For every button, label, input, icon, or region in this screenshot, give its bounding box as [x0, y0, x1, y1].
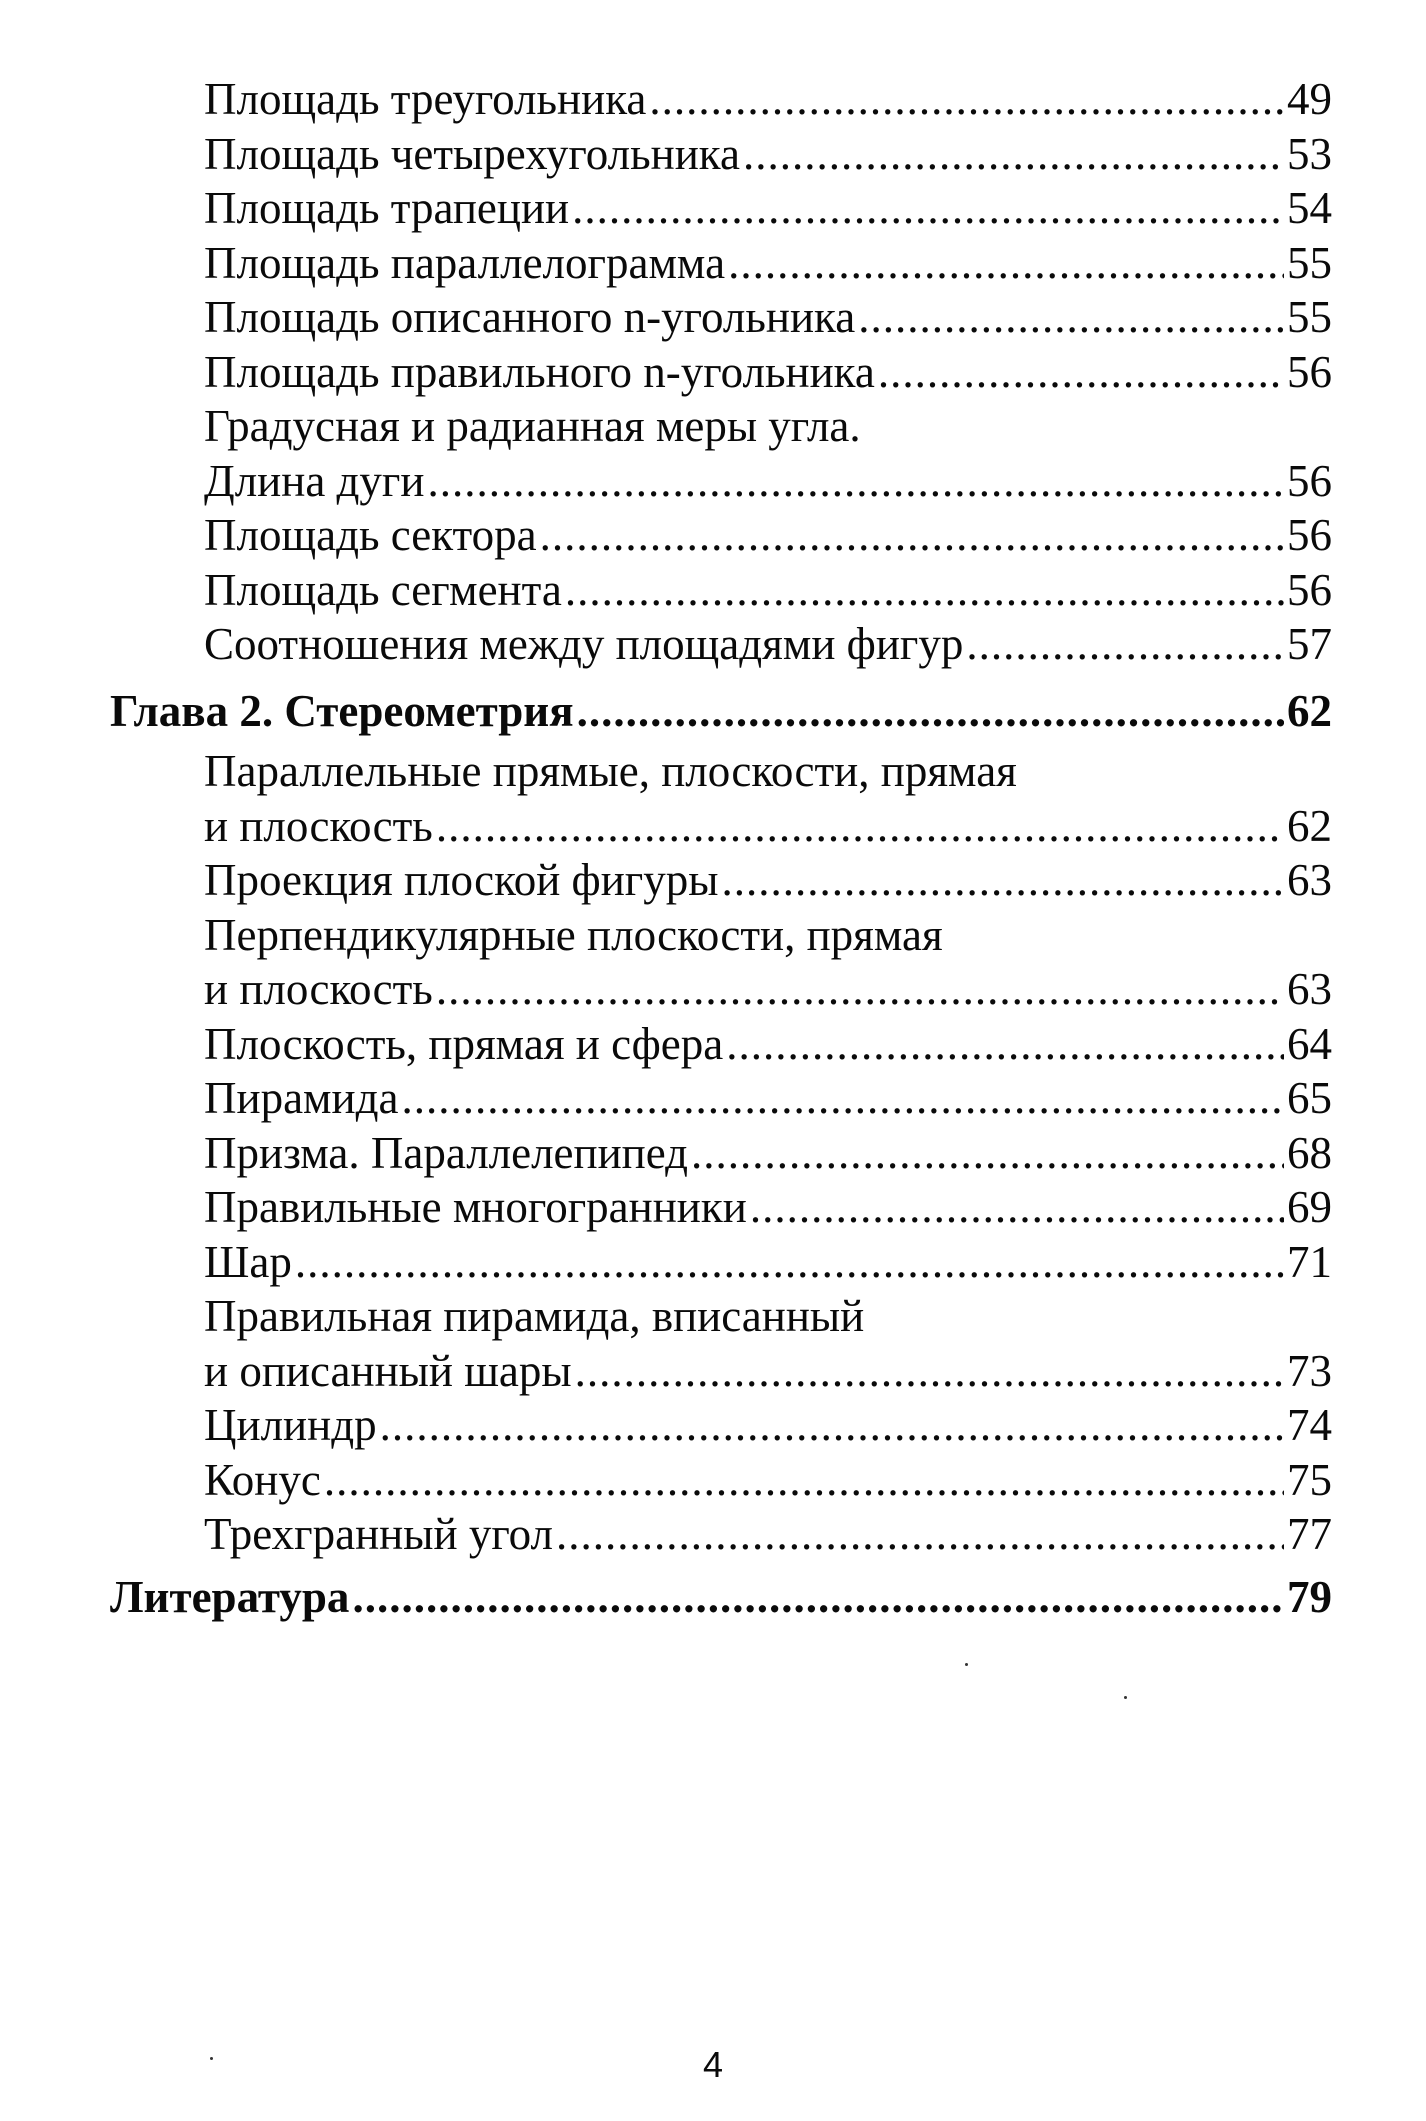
toc-literature-page: 79: [1287, 1571, 1332, 1622]
toc-literature-title: Литература: [110, 1571, 350, 1622]
toc-entry[interactable]: [110, 1235, 1332, 1290]
toc-chapter[interactable]: [110, 684, 1332, 739]
toc-entry-title: Площадь четырехугольника: [204, 128, 740, 179]
page-number: 4: [702, 2044, 724, 2085]
dot-leader: [858, 290, 1284, 345]
toc-entry-title: Пирамида: [204, 1073, 399, 1123]
toc-entry-title: Плоскость, прямая и сфера: [204, 1018, 724, 1069]
dot-leader: [728, 236, 1284, 291]
toc-entry[interactable]: [110, 181, 1332, 236]
toc-entry-title: Проекция плоской фигуры: [204, 855, 719, 905]
dot-leader: [750, 1180, 1284, 1235]
toc-entry-page: 75: [1287, 1454, 1332, 1505]
dot-leader: [427, 454, 1284, 509]
toc-entry-title: Площадь сегмента: [204, 564, 562, 615]
dot-leader: [878, 345, 1284, 400]
toc-entry[interactable]: [110, 962, 1332, 1017]
toc-entry-page: 63: [1287, 964, 1332, 1014]
toc-entry[interactable]: [110, 290, 1332, 345]
toc-entry[interactable]: [110, 127, 1332, 182]
toc-entry-title: Соотношения между площадями фигур: [204, 619, 964, 669]
toc-entry-page: 63: [1287, 855, 1332, 905]
toc-entry-title-line1: Параллельные прямые, плоскости, прямая: [204, 746, 1017, 796]
dot-leader: [721, 853, 1284, 908]
toc-literature[interactable]: [110, 1570, 1332, 1625]
toc-entry-title: Площадь правильного n-угольника: [204, 346, 875, 397]
toc-entry-title: Площадь трапеции: [204, 183, 570, 233]
toc-entry-title: и описанный шары: [204, 1345, 572, 1396]
dot-leader: [691, 1126, 1284, 1181]
dot-leader: [556, 1507, 1284, 1562]
toc-entry[interactable]: [110, 1017, 1332, 1072]
toc-entry[interactable]: [110, 454, 1332, 509]
dot-leader: [436, 799, 1284, 854]
toc-entry[interactable]: [110, 236, 1332, 291]
toc-entry-page: 77: [1287, 1509, 1332, 1559]
toc-entry-title: Трехгранный угол: [204, 1509, 554, 1559]
dot-leader: [577, 684, 1284, 739]
toc-entry[interactable]: [110, 508, 1332, 563]
toc-entry-page: 53: [1287, 128, 1332, 179]
scan-speck: [1124, 1696, 1127, 1699]
toc-entry-title: Площадь треугольника: [204, 74, 647, 124]
dot-leader: [380, 1398, 1284, 1453]
dot-leader: [565, 563, 1284, 618]
toc-entry-page: 56: [1287, 346, 1332, 397]
toc-entry-title: Цилиндр: [204, 1400, 377, 1450]
toc-entry[interactable]: [110, 1126, 1332, 1181]
toc-entry[interactable]: [110, 853, 1332, 908]
toc-chapter-title: Глава 2. Стереометрия: [110, 685, 574, 736]
toc-entry[interactable]: [110, 1398, 1332, 1453]
toc-entry[interactable]: [110, 72, 1332, 127]
toc-entry-page: 69: [1287, 1182, 1332, 1232]
toc-entry-page: 68: [1287, 1127, 1332, 1178]
dot-leader: [649, 72, 1284, 127]
dot-leader: [572, 181, 1284, 236]
toc-entry-page: 49: [1287, 74, 1332, 124]
toc-entry-page: 62: [1287, 800, 1332, 851]
toc-entry-title: Площадь описанного n-угольника: [204, 292, 856, 342]
toc-entry-page: 55: [1287, 237, 1332, 288]
toc-entry[interactable]: [110, 345, 1332, 400]
toc-entry-title: Конус: [204, 1454, 321, 1505]
toc-entry-page: 73: [1287, 1345, 1332, 1396]
toc-entry-title: Призма. Параллелепипед: [204, 1127, 689, 1178]
toc-entry-title: Правильные многогранники: [204, 1182, 747, 1232]
toc-entry-title: Площадь параллелограмма: [204, 237, 726, 288]
toc-entry[interactable]: [110, 617, 1332, 672]
toc-entry[interactable]: [110, 1071, 1332, 1126]
toc-entry[interactable]: [110, 1507, 1332, 1562]
toc-entry-title-line1: Перпендикулярные плоскости, прямая: [204, 909, 943, 960]
toc-entry-page: 65: [1287, 1073, 1332, 1123]
dot-leader: [436, 962, 1284, 1017]
toc-entry-title-line1: Правильная пирамида, вписанный: [204, 1291, 865, 1341]
dot-leader: [401, 1071, 1284, 1126]
toc-entry[interactable]: [110, 1453, 1332, 1508]
toc-entry-page: 56: [1287, 455, 1332, 506]
dot-leader: [295, 1235, 1284, 1290]
toc-entry-page: 56: [1287, 564, 1332, 615]
dot-leader: [540, 508, 1284, 563]
toc-chapter-page: 62: [1287, 685, 1332, 736]
dot-leader: [726, 1017, 1284, 1072]
toc-entry[interactable]: [110, 1344, 1332, 1399]
toc-entry-title: и плоскость: [204, 800, 433, 851]
toc-entry-title: Шар: [204, 1236, 292, 1287]
table-of-contents: [110, 72, 1332, 1630]
toc-entry-title-line1: Градусная и радианная меры угла.: [204, 401, 861, 451]
toc-entry-page: 71: [1287, 1236, 1332, 1287]
toc-entry-page: 54: [1287, 183, 1332, 233]
toc-entry[interactable]: [110, 799, 1332, 854]
toc-entry-page: 74: [1287, 1400, 1332, 1450]
dot-leader: [966, 617, 1284, 672]
toc-entry-page: 55: [1287, 292, 1332, 342]
toc-entry-title: Площадь сектора: [204, 510, 537, 560]
toc-entry-page: 56: [1287, 510, 1332, 560]
dot-leader: [324, 1453, 1284, 1508]
toc-entry-title: и плоскость: [204, 964, 433, 1014]
dot-leader: [352, 1570, 1284, 1625]
toc-entry[interactable]: [110, 563, 1332, 618]
dot-leader: [743, 127, 1284, 182]
toc-entry-title: Длина дуги: [204, 455, 425, 506]
toc-entry-page: 64: [1287, 1018, 1332, 1069]
toc-entry-page: 57: [1287, 619, 1332, 669]
scan-speck: [965, 1663, 968, 1666]
toc-entry[interactable]: [110, 1180, 1332, 1235]
dot-leader: [575, 1344, 1284, 1399]
